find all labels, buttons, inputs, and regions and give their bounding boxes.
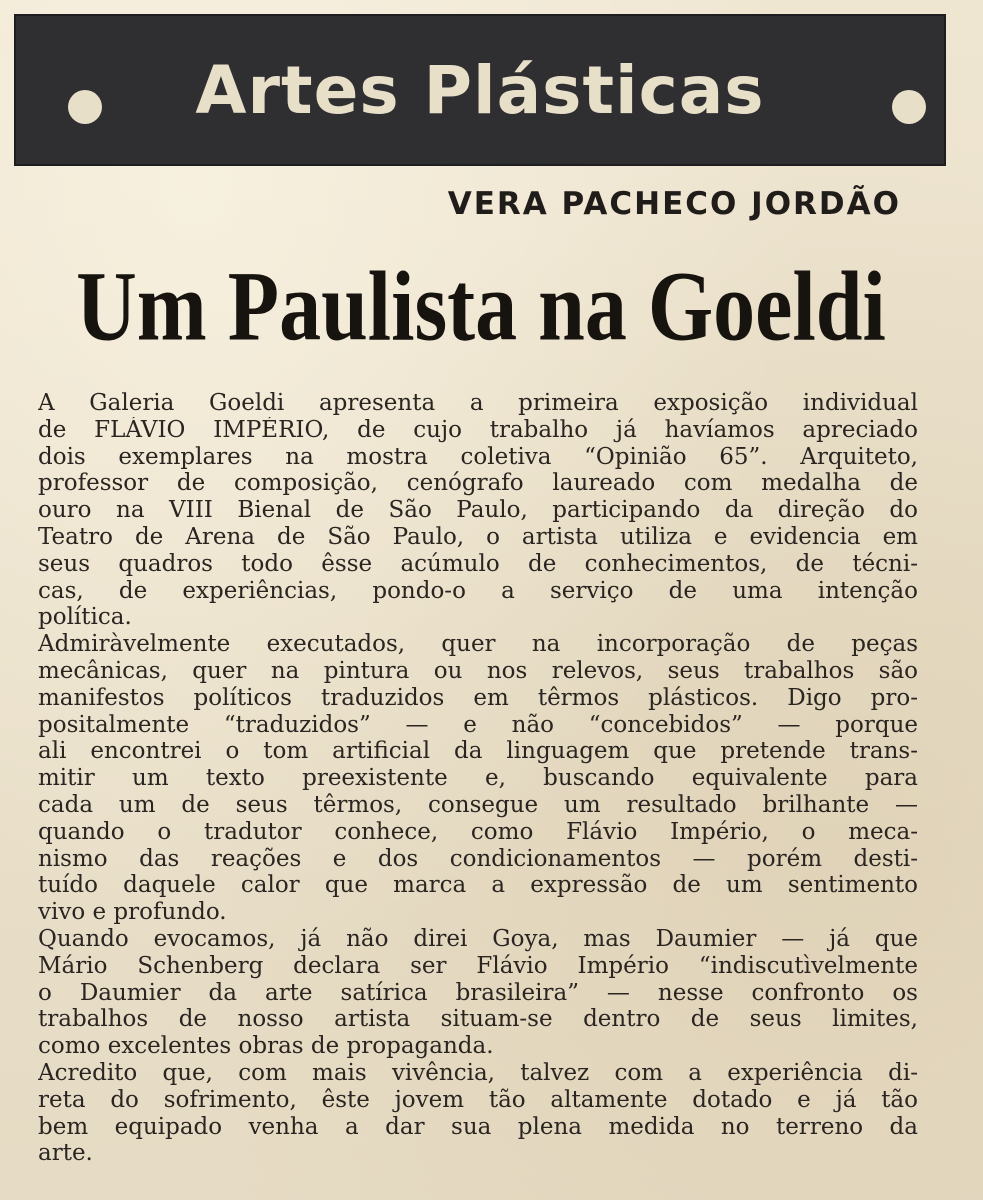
body-line: cada um de seus têrmos, consegue um resultado brilhante —: [38, 791, 918, 818]
section-banner: [14, 14, 946, 166]
body-line: Teatro de Arena de São Paulo, o artista utiliza e evidencia em: [38, 523, 918, 550]
bullet-dot-right: [892, 90, 926, 124]
body-line: política.: [38, 604, 132, 631]
body-line: Admiràvelmente executados, quer na incorporação de peças: [38, 631, 918, 658]
body-line: professor de composição, cenógrafo laureado com medalha de: [38, 470, 918, 497]
section-title: Artes Plásticas: [195, 51, 765, 129]
body-line: cas, de experiências, pondo-o a serviço de uma intenção: [38, 577, 918, 604]
body-line: tuído daquele calor que marca a expressão de um sentimento: [38, 872, 918, 899]
body-line: A Galeria Goeldi apresenta a primeira exposição individual: [38, 390, 918, 416]
body-line: seus quadros todo êsse acúmulo de conhecimentos, de técni-: [38, 550, 918, 577]
body-line: Quando evocamos, já não direi Goya, mas Daumier — já que: [38, 925, 918, 952]
body-line: bem equipado venha a dar sua plena medida no terreno da: [38, 1113, 918, 1140]
body-line: dois exemplares na mostra coletiva “Opinião 65”. Arquiteto,: [38, 443, 918, 470]
article-body: [38, 390, 918, 1167]
body-line: reta do sofrimento, êste jovem tão altamente dotado e já tão: [38, 1086, 918, 1113]
body-line: ouro na VIII Bienal de São Paulo, participando da direção do: [38, 497, 918, 524]
body-line: mitir um texto preexistente e, buscando equivalente para: [38, 765, 918, 792]
body-line: arte.: [38, 1140, 93, 1167]
body-line: como excelentes obras de propaganda.: [38, 1033, 494, 1060]
body-line: trabalhos de nosso artista situam-se dentro de seus limites,: [38, 1006, 918, 1033]
body-line: o Daumier da arte satírica brasileira” — nesse confronto os: [38, 979, 918, 1006]
body-line: de FLÁVIO IMPÉRIO, de cujo trabalho já havíamos apreciado: [38, 416, 918, 443]
article-headline: Um Paulista na Goeldi: [76, 252, 886, 362]
body-line: positalmente “traduzidos” — e não “concebidos” — porque: [38, 711, 918, 738]
body-line: Acredito que, com mais vivência, talvez com a experiência di-: [38, 1059, 918, 1086]
body-line: manifestos políticos traduzidos em têrmos plásticos. Digo pro-: [38, 684, 918, 711]
body-line: vivo e profundo.: [38, 899, 227, 926]
author-byline: VERA PACHECO JORDÃO: [447, 186, 901, 222]
body-line: mecânicas, quer na pintura ou nos relevos, seus trabalhos são: [38, 657, 918, 684]
body-line: ali encontrei o tom artificial da linguagem que pretende trans-: [38, 738, 918, 765]
body-line: quando o tradutor conhece, como Flávio Império, o meca-: [38, 818, 918, 845]
body-line: nismo das reações e dos condicionamentos — porém desti-: [38, 845, 918, 872]
body-line: Mário Schenberg declara ser Flávio Império “indiscutìvelmente: [38, 952, 918, 979]
